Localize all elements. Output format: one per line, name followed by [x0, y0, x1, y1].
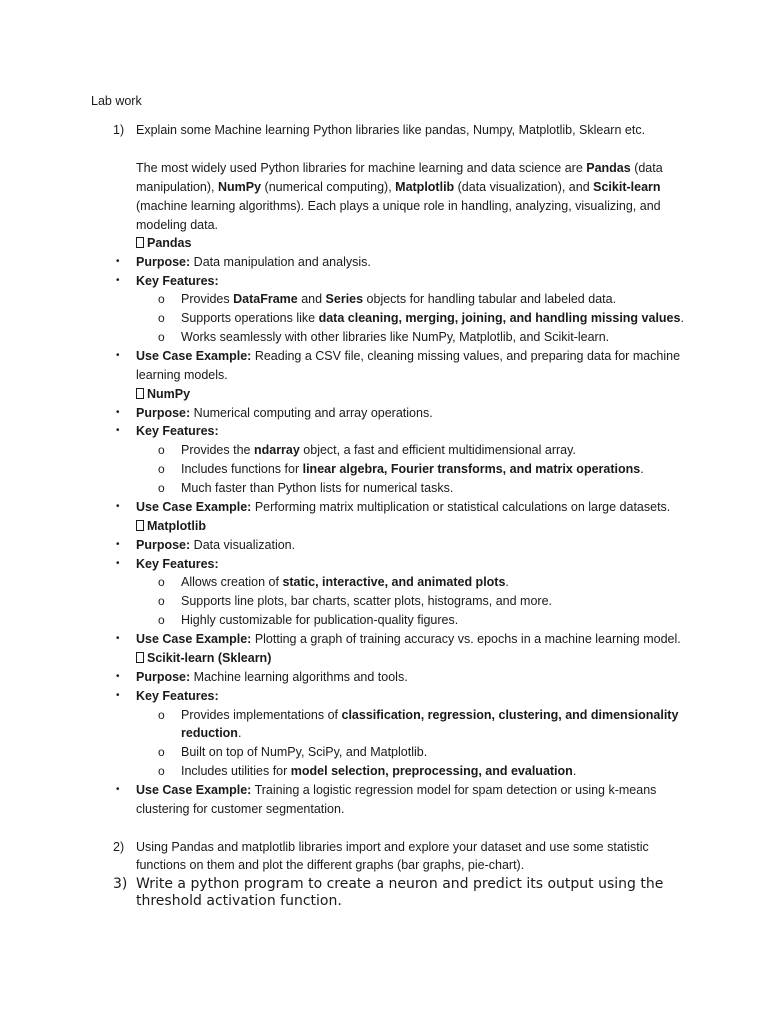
numpy-use-case: Use Case Example: Performing matrix multiplication or statistical calculations on large datasets. [136, 500, 671, 514]
pandas-feature-3: Works seamlessly with other libraries like NumPy, Matplotlib, and Scikit-learn. [181, 330, 610, 344]
sub-bullet-icon: o [158, 462, 165, 476]
intro-line-3: (machine learning algorithms). Each plays a unique role in handling, analyzing, visualizing, and [136, 199, 661, 213]
sklearn-purpose: Purpose: Machine learning algorithms and tools. [136, 670, 408, 684]
pandas-feature-1: Provides DataFrame and Series objects for handling tabular and labeled data. [181, 292, 617, 306]
sklearn-feature-3: Includes utilities for model selection, preprocessing, and evaluation. [181, 764, 577, 778]
intro-line-1: The most widely used Python libraries for machine learning and data science are Pandas (data [136, 161, 663, 175]
bullet-icon: • [116, 633, 120, 644]
sub-bullet-icon: o [158, 745, 165, 759]
bullet-icon: • [116, 275, 120, 286]
sub-bullet-icon: o [158, 330, 165, 344]
question-2-line-2: functions on them and plot the different graphs (bar graphs, pie-chart). [136, 858, 525, 872]
page-heading: Lab work [91, 94, 142, 108]
bullet-icon: • [116, 350, 120, 361]
matplotlib-section-title: Matplotlib [136, 519, 206, 533]
pandas-key-features-label: Key Features: [136, 274, 219, 288]
sub-bullet-icon: o [158, 764, 165, 778]
sklearn-feature-2: Built on top of NumPy, SciPy, and Matplotlib. [181, 745, 428, 759]
question-3-line-1: Write a python program to create a neuron and predict its output using the [136, 876, 664, 892]
missing-glyph-icon [136, 237, 144, 248]
numpy-purpose: Purpose: Numerical computing and array operations. [136, 406, 433, 420]
pandas-purpose: Purpose: Data manipulation and analysis. [136, 255, 371, 269]
bullet-icon: • [116, 256, 120, 267]
sub-bullet-icon: o [158, 708, 165, 722]
sklearn-section-title: Scikit-learn (Sklearn) [136, 651, 271, 665]
numpy-feature-3: Much faster than Python lists for numerical tasks. [181, 481, 454, 495]
sub-bullet-icon: o [158, 613, 165, 627]
bullet-icon: • [116, 671, 120, 682]
sub-bullet-icon: o [158, 292, 165, 306]
sub-bullet-icon: o [158, 575, 165, 589]
question-3-line-2: threshold activation function. [136, 893, 342, 909]
sklearn-use-case-line-2: clustering for customer segmentation. [136, 802, 345, 816]
intro-line-4: modeling data. [136, 218, 219, 232]
bullet-icon: • [116, 425, 120, 436]
missing-glyph-icon [136, 388, 144, 399]
sub-bullet-icon: o [158, 481, 165, 495]
sklearn-key-features-label: Key Features: [136, 689, 219, 703]
missing-glyph-icon [136, 652, 144, 663]
matplotlib-feature-1: Allows creation of static, interactive, and animated plots. [181, 575, 509, 589]
sklearn-feature-1-line-1: Provides implementations of classification, regression, clustering, and dimensionality [181, 708, 679, 722]
question-2-line-1: Using Pandas and matplotlib libraries import and explore your dataset and use some statistic [136, 840, 649, 854]
question-2-number: 2) [113, 840, 125, 854]
bullet-icon: • [116, 784, 120, 795]
numpy-feature-2: Includes functions for linear algebra, Fourier transforms, and matrix operations. [181, 462, 644, 476]
sub-bullet-icon: o [158, 443, 165, 457]
bullet-icon: • [116, 407, 120, 418]
matplotlib-use-case: Use Case Example: Plotting a graph of training accuracy vs. epochs in a machine learning model. [136, 632, 681, 646]
bullet-icon: • [116, 539, 120, 550]
numpy-section-title: NumPy [136, 387, 190, 401]
bullet-icon: • [116, 690, 120, 701]
numpy-key-features-label: Key Features: [136, 424, 219, 438]
question-1-number: 1) [113, 123, 125, 137]
pandas-use-case-line-1: Use Case Example: Reading a CSV file, cleaning missing values, and preparing data for machine [136, 349, 681, 363]
matplotlib-key-features-label: Key Features: [136, 557, 219, 571]
pandas-section-title: Pandas [136, 236, 191, 250]
matplotlib-feature-3: Highly customizable for publication-quality figures. [181, 613, 459, 627]
matplotlib-feature-2: Supports line plots, bar charts, scatter plots, histograms, and more. [181, 594, 553, 608]
question-1-text: Explain some Machine learning Python libraries like pandas, Numpy, Matplotlib, Sklearn etc. [136, 123, 646, 137]
numpy-feature-1: Provides the ndarray object, a fast and efficient multidimensional array. [181, 443, 576, 457]
missing-glyph-icon [136, 520, 144, 531]
bullet-icon: • [116, 558, 120, 569]
sub-bullet-icon: o [158, 311, 165, 325]
bullet-icon: • [116, 501, 120, 512]
sub-bullet-icon: o [158, 594, 165, 608]
sklearn-use-case-line-1: Use Case Example: Training a logistic regression model for spam detection or using k-means [136, 783, 657, 797]
intro-line-2: manipulation), NumPy (numerical computing), Matplotlib (data visualization), and Scikit-learn [136, 180, 661, 194]
question-3-number: 3) [113, 876, 128, 892]
matplotlib-purpose: Purpose: Data visualization. [136, 538, 296, 552]
pandas-feature-2: Supports operations like data cleaning, merging, joining, and handling missing values. [181, 311, 684, 325]
pandas-use-case-line-2: learning models. [136, 368, 228, 382]
sklearn-feature-1-line-2: reduction. [181, 726, 242, 740]
